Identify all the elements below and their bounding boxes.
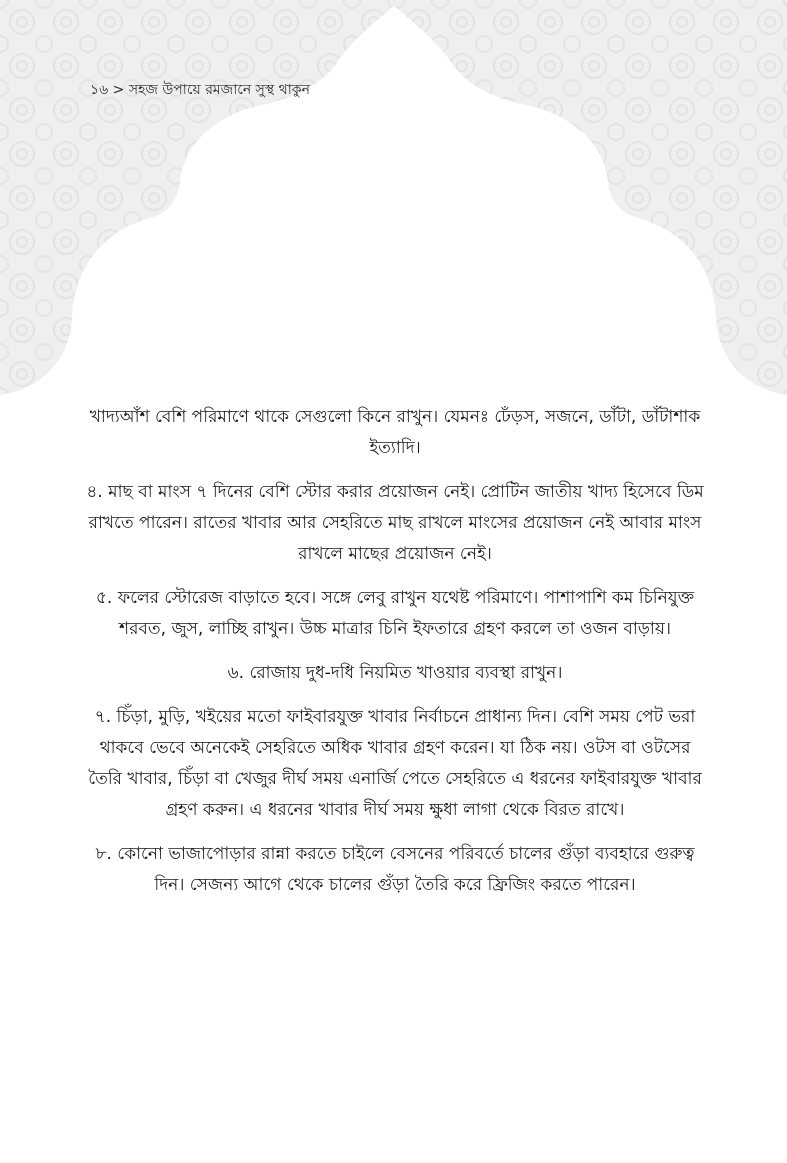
paragraph-item-7: ৭. চিঁড়া, মুড়ি, খইয়ের মতো ফাইবারযুক্ত খাবার নির্বাচনে প্রাধান্য দিন। বেশি সময় পেট ভরা থাকবে ভেবে অনেকেই সেহরিতে অধিক খাবার গ্রহণ করেন। যা ঠিক নয়। ওটস বা ওটসের তৈরি খাবার, চিঁড়া বা খেজুর দীর্ঘ সময় এনার্জি পেতে সেহরিতে এ ধরনের ফাইবারযুক্ত খাবার গ্রহণ করুন। এ ধরনের খাবার দীর্ঘ সময় ক্ষুধা লাগা থেকে বিরত রাখে। bbox=[88, 707, 702, 820]
paragraph-item-4: ৪. মাছ বা মাংস ৭ দিনের বেশি স্টোর করার প্রয়োজন নেই। প্রোটিন জাতীয় খাদ্য হিসেবে ডিম রাখতে পারেন। রাতের খাবার আর সেহরিতে মাছ রাখলে মাংসের প্রয়োজন নেই আবার মাংস রাখলে মাছের প্রয়োজন নেই। bbox=[86, 482, 704, 564]
paragraph-item-5: ৫. ফলের স্টোরেজ বাড়াতে হবে। সঙ্গে লেবু রাখুন যথেষ্ট পরিমাণে। পাশাপাশি কম চিনিযুক্ত শরবত, জুস, লাচ্ছি রাখুন। উচ্চ মাত্রার চিনি ইফতারে গ্রহণ করলে তা ওজন বাড়ায়। bbox=[95, 588, 695, 639]
decorative-arch-background bbox=[0, 0, 787, 420]
running-header: ১৬ > সহজ উপায়ে রমজানে সুস্থ থাকুন bbox=[90, 82, 310, 98]
paragraph-fiber-vegetables: খাদ্যআঁশ বেশি পরিমাণে থাকে সেগুলো কিনে রাখুন। যেমনঃ ঢেঁড়স, সজনে, ডাঁটা, ডাঁটাশাক ইত্যাদি। bbox=[89, 407, 701, 458]
paragraph-item-8: ৮. কোনো ভাজাপোড়ার রান্না করতে চাইলে বেসনের পরিবর্তে চালের গুঁড়া ব্যবহারে গুরুত্ব দিন। সেজন্য আগে থেকে চালের গুঁড়া তৈরি করে ফ্রিজিং করতে পারেন। bbox=[95, 844, 695, 895]
paragraph-item-6: ৬. রোজায় দুধ-দধি নিয়মিত খাওয়ার ব্যবস্থা রাখুন। bbox=[227, 663, 563, 683]
page-body bbox=[85, 402, 705, 914]
